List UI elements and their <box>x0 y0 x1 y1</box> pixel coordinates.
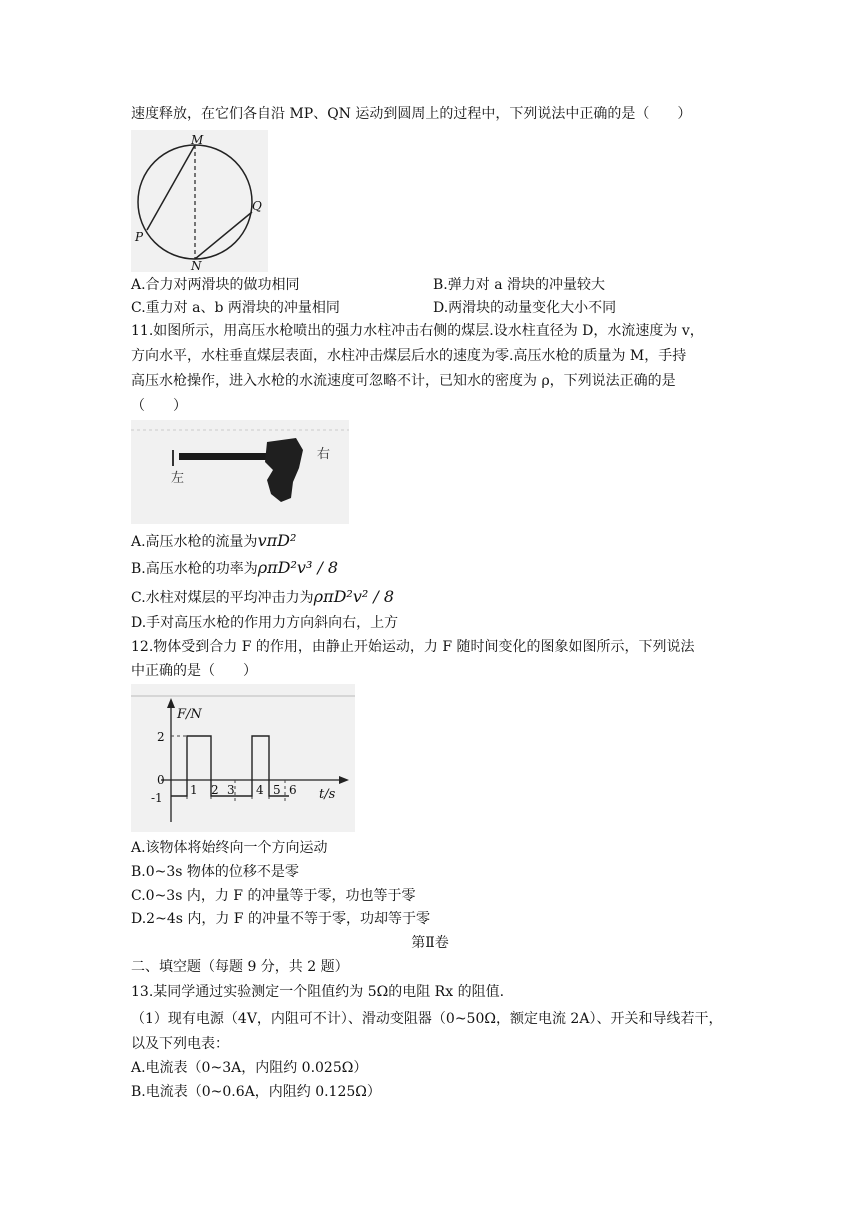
y-axis-label: F/N <box>177 707 202 722</box>
y-tick-minus1: -1 <box>151 791 163 805</box>
label-q: Q <box>252 199 262 213</box>
q12-option-b: B.0~3s 物体的位移不是零 <box>131 864 299 880</box>
q12-option-d: D.2~4s 内，力 F 的冲量不等于零，功却等于零 <box>131 911 430 927</box>
q13-option-b: B.电流表（0~0.6A，内阻约 0.125Ω） <box>131 1084 381 1100</box>
q11-option-c-text: C.水柱对煤层的平均冲击力为 <box>131 590 314 606</box>
label-n: N <box>191 259 202 272</box>
q10-option-a: A.合力对两滑块的做功相同 <box>131 277 300 293</box>
label-m: M <box>191 133 204 147</box>
water-jet <box>179 453 269 460</box>
x-tick-4: 4 <box>256 783 264 797</box>
x-axis-label: t/s <box>319 787 336 802</box>
q11-option-d: D.手对高压水枪的作用力方向斜向右，上方 <box>131 615 399 631</box>
q10-option-d: D.两滑块的动量变化大小不同 <box>433 300 617 316</box>
q11-option-b-text: B.高压水枪的功率为 <box>131 561 258 577</box>
q11-stem-line2: 方向水平，水柱垂直煤层表面，水柱冲击煤层后水的速度为零.高压水枪的质量为 M，手持 <box>131 348 687 364</box>
q12-option-c: C.0~3s 内，力 F 的冲量等于零，功也等于零 <box>131 888 416 904</box>
x-tick-5: 5 <box>273 783 281 797</box>
label-right: 右 <box>317 447 331 462</box>
section-heading: 二、填空题（每题 9 分，共 2 题） <box>131 959 349 975</box>
q11-option-a <box>131 531 296 552</box>
q13-stem: 13.某同学通过实验测定一个阻值约为 5Ω的电阻 Rx 的阻值. <box>131 984 505 1000</box>
q11-option-b-formula: ρπD²v³ / 8 <box>257 558 339 577</box>
x-tick-3: 3 <box>227 783 235 797</box>
q11-water-jet-figure <box>131 420 349 524</box>
y-tick-0: 0 <box>157 773 165 787</box>
x-tick-1: 1 <box>190 783 198 797</box>
x-tick-6: 6 <box>289 783 297 797</box>
label-p: P <box>135 230 144 244</box>
q11-option-a-formula: vπD² <box>257 531 297 550</box>
q13-part1-line2: 以及下列电表： <box>131 1036 229 1052</box>
q11-stem-line3: 高压水枪操作，进入水枪的水流速度可忽略不计，已知水的密度为 ρ，下列说法正确的是 <box>131 373 676 389</box>
q12-force-time-graph <box>131 684 355 832</box>
q12-stem-line2: 中正确的是（ ） <box>131 663 257 679</box>
q11-stem-line4: （ ） <box>131 398 187 414</box>
y-axis-arrow <box>167 698 175 708</box>
q11-option-a-text: A.高压水枪的流量为 <box>131 534 258 550</box>
x-tick-2: 2 <box>211 783 219 797</box>
coal-seam <box>265 438 303 502</box>
x-axis-arrow <box>339 776 349 784</box>
q11-option-c <box>131 587 394 608</box>
label-left: 左 <box>171 471 185 486</box>
q10-option-c: C.重力对 a、b 两滑块的冲量相同 <box>131 300 340 316</box>
y-tick-2: 2 <box>157 730 165 744</box>
q12-stem-line1: 12.物体受到合力 F 的作用，由静止开始运动，力 F 随时间变化的图象如图所示，下列说法 <box>131 639 695 655</box>
q13-part1-line1: （1）现有电源（4V，内阻可不计）、滑动变阻器（0~50Ω，额定电流 2A）、开关和导线若干， <box>131 1011 723 1027</box>
q10-option-b: B.弹力对 a 滑块的冲量较大 <box>433 277 605 293</box>
q13-option-a: A.电流表（0~3A，内阻约 0.025Ω） <box>131 1060 368 1076</box>
q10-circle-figure <box>131 130 268 272</box>
q11-stem-line1: 11.如图所示，用高压水枪喷出的强力水柱冲击右侧的煤层.设水柱直径为 D，水流速度为 v， <box>131 323 704 339</box>
q11-option-c-formula: ρπD²v² / 8 <box>313 587 395 606</box>
volume-title: 第Ⅱ卷 <box>411 935 449 951</box>
q11-option-b <box>131 558 338 579</box>
chord-mp <box>147 145 195 230</box>
q10-stem: 速度释放，在它们各自沿 MP、QN 运动到圆周上的过程中，下列说法中正确的是（ ） <box>131 106 692 122</box>
q12-option-a: A.该物体将始终向一个方向运动 <box>131 840 328 856</box>
